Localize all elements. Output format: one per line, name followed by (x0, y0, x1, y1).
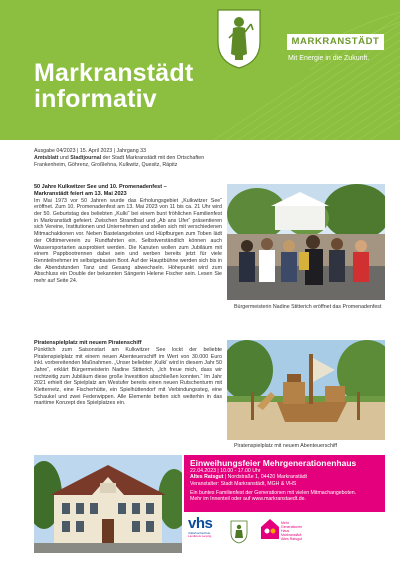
article-body: Im Mai 1973 vor 50 Jahren wurde das Erholungsgebiet „Kulkwitzer See“ eröffnet. Zum 10. Promenadenfest am 13. Mai 2023 von 11 bis ca. 21 Uhr wird der 50. Geburtstag des beliebten „Kulki“ bei einem bunt fröhlichen Familienfest in Markranstädt gefeiert. Zwischen Strandbad und „Ab ans Ufer“ präsentieren sich Vereine, Institutionen und Unternehmen und stellen sich mit verschiedenen Mitmachaktionen vor. Neben Bastelangeboten und Hüpfburgen zum Toben lädt der Oldtimerverein zu Rundfahrten ein. Selbstverständlich können auch Wassersportarten ausprobiert werden. Die Kanuten wollen zum Jubiläum mit einem Pappbootrennen dabei sein und werben bereits jetzt für viele Rennteilnehmer im selbstgebauten Boot. Auf der Hauptbühne werden sich bis in die Abendstunden Tanz und Gesang abwechseln. Höhepunkt wird zum Abschluss ein Double der bekannten Sängerin Helene Fischer sein. Lesen Sie mehr auf Seite 24. (34, 197, 222, 285)
photo-promenadenfest (227, 184, 385, 300)
slogan: Mit Energie in die Zukunft. (288, 55, 370, 62)
and-text: und (58, 154, 71, 161)
heading-line-1: 50 Jahre Kulkwitzer See und 10. Promenadenfest – (34, 184, 167, 190)
event-title: Einweihungsfeier Mehrgenerationenhaus (190, 458, 357, 468)
brand-logo: MARKRANSTÄDT (287, 34, 384, 50)
issue-line: Ausgabe 04/2023 | 15. April 2023 | Jahrgang 33 (34, 148, 147, 154)
article-heading: Piratenspielplatz mit neuem Piratenschiff (34, 340, 142, 346)
mgh-line: Generationen (281, 525, 303, 529)
event-description-line-1: Ein buntes Familienfest der Generationen mit vielen Mitmachangeboten. (190, 490, 357, 497)
article-heading (34, 184, 222, 198)
mgh-line: Haus (281, 529, 290, 533)
stadtjournal-label: Stadtjournal (70, 154, 102, 161)
vhs-logo (188, 516, 228, 546)
mgh-house-icon (260, 518, 280, 540)
districts-line: Frankenheim, Göhrenz, Großlehna, Kulkwitz, Quesitz, Räpitz (34, 161, 178, 168)
mgh-line: Mehr (281, 521, 289, 525)
publication-line (34, 155, 374, 162)
vhs-wordmark: vhs (188, 515, 213, 532)
amtsblatt-label: Amtsblatt (34, 154, 59, 161)
event-description (190, 490, 379, 502)
mgh-line: Altes Ratsgut (281, 537, 302, 541)
mgh-line: Markranstädt (281, 533, 302, 537)
title-line-1: Markranstädt (34, 59, 194, 87)
photo-caption: Piratenspielplatz mit neuem Abenteuerschiff (234, 443, 337, 449)
mehrgenerationenhaus-logo (260, 518, 320, 548)
event-street: | Nordstraße 1, 04420 Markranstädt (223, 474, 307, 481)
photo-mehrgenerationenhaus (34, 455, 182, 553)
event-announcement (184, 455, 385, 512)
masthead (0, 0, 400, 140)
photo-caption: Bürgermeisterin Nadine Stitterich eröffnet das Promenadenfest (234, 304, 382, 310)
article-piratenspielplatz (34, 340, 222, 407)
article-kulkwitzer-see (34, 184, 222, 285)
vhs-region: Landkreis Leipzig (188, 534, 212, 539)
vhs-subtitle: Volkshochschule (188, 531, 211, 535)
partner-logos (186, 514, 385, 554)
title-line-2: informativ (34, 85, 157, 113)
heading-line-2: Markranstädt feiert am 13. Mai 2023 (34, 190, 127, 197)
city-coat-of-arms-icon (216, 8, 262, 70)
city-crest-icon (230, 520, 248, 544)
issue-info (34, 148, 374, 168)
page-title (34, 60, 193, 112)
event-description-line-2: Mehr im Innenteil oder auf www.markranstaedt.de. (190, 496, 306, 503)
mgh-text (281, 521, 302, 541)
event-organizer: Veranstalter: Stadt Markranstädt, MGH & VHS (190, 480, 297, 487)
photo-pirate-playground (227, 340, 385, 440)
event-venue: Altes Ratsgut (190, 474, 224, 481)
article-body: Pünktlich zum Saisonstart am Kulkwitzer See lockt der beliebte Piratenspielplatz mit einem neuen Abenteuerschiff im Wert von 30.000 Euro inkl. vorbereitenden Maßnahmen. „Unser beliebter ‚Kulki‘ wird in diesem Jahr 50 Jahre“, erklärt Bürgermeisterin Nadine Stitterich, „Ich freue mich, dass wir rechtzeitig zum Jubiläum diese große Investition abschließen konnten.“ Im Jahr 2021 erhielt der Spielplatz am Westufer bereits einen neuen Rutschenturm mit Kletternetz, eine Fischerhütte, ein Spielhüttendorf mit Verbindungssteg, eine Schaukel und zwei Federwippen. Alle Elemente betten sich weiterhin in das maritime Konzept des Spielplatzes ein. (34, 346, 222, 407)
publication-rest: der Stadt Markranstädt mit den Ortschaften (101, 154, 205, 161)
event-date: 22.04.2023 | 10.00 - 17.00 Uhr (190, 468, 261, 474)
